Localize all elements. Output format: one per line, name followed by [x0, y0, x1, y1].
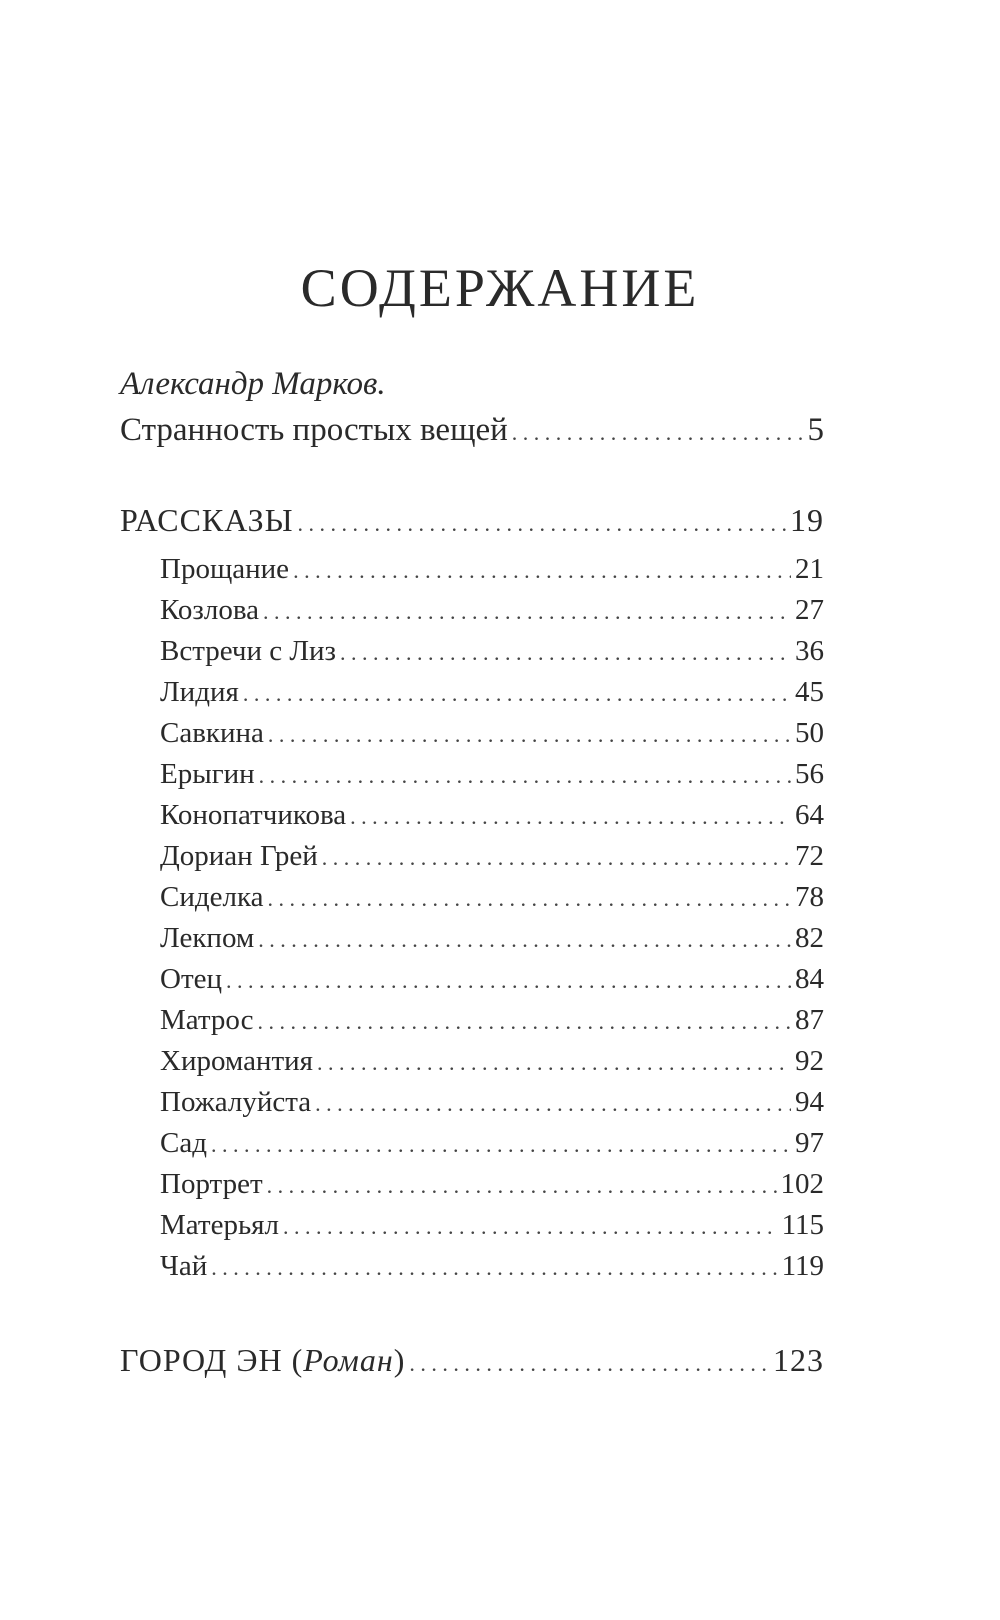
toc-entry-title: Савкина	[160, 717, 264, 749]
toc-entry-page: 84	[795, 963, 824, 995]
toc-section-title: РАССКАЗЫ	[120, 502, 294, 538]
toc-entry-page: 94	[795, 1086, 824, 1118]
dot-leader	[350, 798, 791, 836]
toc-entry-title: Чай	[160, 1250, 208, 1282]
toc-entry-title: Сиделка	[160, 881, 264, 913]
toc-entry-page: 50	[795, 717, 824, 749]
toc-entry-page: 87	[795, 1004, 824, 1036]
toc-entry-story[interactable]	[160, 1001, 824, 1041]
toc-entry-page: 78	[795, 881, 824, 913]
toc-entry-title: Лидия	[160, 676, 239, 708]
dot-leader	[267, 1167, 777, 1205]
toc-section-novel[interactable]	[120, 1340, 824, 1384]
toc-section-title: ГОРОД ЭН	[120, 1342, 283, 1378]
dot-leader	[243, 675, 791, 713]
open-paren: (	[291, 1342, 304, 1378]
toc-entry-title: Козлова	[160, 594, 260, 626]
toc-entry-page: 119	[781, 1250, 824, 1282]
toc-entry-story[interactable]	[160, 550, 824, 590]
dot-leader	[315, 1085, 791, 1123]
toc-entry-story[interactable]	[160, 714, 824, 754]
dot-leader	[268, 716, 791, 754]
intro-author: Александр Марков.	[120, 366, 386, 402]
dot-leader	[263, 593, 791, 631]
toc-entry-title: Матрос	[160, 1004, 254, 1036]
toc-entry-story[interactable]	[160, 673, 824, 713]
toc-entry-title: Хиромантия	[160, 1045, 313, 1077]
toc-entry-title: Отец	[160, 963, 223, 995]
toc-entry-story[interactable]	[160, 837, 824, 877]
dot-leader	[317, 1044, 791, 1082]
dot-leader	[322, 839, 791, 877]
toc-entry-story[interactable]	[160, 1124, 824, 1164]
toc-section-subtitle: Роман	[303, 1342, 394, 1378]
toc-entry-title: Конопатчикова	[160, 799, 347, 831]
toc-entry-page: 92	[795, 1045, 824, 1077]
toc-entry-story[interactable]	[160, 796, 824, 836]
toc-entry-title: Пожалуйста	[160, 1086, 312, 1118]
toc-entry-page: 82	[795, 922, 824, 954]
dot-leader	[293, 552, 791, 590]
toc-entry-story[interactable]	[160, 919, 824, 959]
toc-entry-intro[interactable]	[120, 410, 824, 453]
toc-entry-page: 97	[795, 1127, 824, 1159]
dot-leader	[409, 1344, 769, 1384]
toc-entry-title: Дориан Грей	[160, 840, 318, 872]
toc-entry-page: 36	[795, 635, 824, 667]
toc-entry-page: 21	[795, 553, 824, 585]
dot-leader	[258, 1003, 791, 1041]
toc-section-stories[interactable]	[120, 500, 824, 544]
toc-entry-page: 102	[780, 1168, 824, 1200]
toc-entry-title: Портрет	[160, 1168, 263, 1200]
toc-section-page: 19	[790, 502, 824, 538]
dot-leader	[259, 757, 791, 795]
toc-entry-title: Лекпом	[160, 922, 255, 954]
toc-entry-page: 45	[795, 676, 824, 708]
dot-leader	[258, 921, 791, 959]
toc-entry-story[interactable]	[160, 1165, 824, 1205]
toc-entry-page: 115	[781, 1209, 824, 1241]
toc-entry-title: Прощание	[160, 553, 290, 585]
toc-entry-story[interactable]	[160, 878, 824, 918]
toc-entry-story[interactable]	[160, 1042, 824, 1082]
toc-entry-page: 72	[795, 840, 824, 872]
toc-entry-story[interactable]	[160, 591, 824, 631]
toc-entry-story[interactable]	[160, 755, 824, 795]
toc-entry-page: 64	[795, 799, 824, 831]
dot-leader	[211, 1126, 791, 1164]
toc-entry-page: 56	[795, 758, 824, 790]
toc-entry-title: Ерыгин	[160, 758, 255, 790]
dot-leader	[512, 413, 804, 453]
toc-entry-title: Матерьял	[160, 1209, 279, 1241]
toc-entry-title: Встречи с Лиз	[160, 635, 337, 667]
toc-entry-story[interactable]	[160, 960, 824, 1000]
toc-section-page: 123	[773, 1342, 824, 1378]
close-paren: )	[393, 1342, 406, 1378]
dot-leader	[298, 504, 787, 544]
page-title: СОДЕРЖАНИЕ	[300, 258, 700, 318]
toc-entry-page: 5	[807, 412, 824, 448]
dot-leader	[211, 1249, 777, 1287]
toc-entry-title: Странность простых вещей	[120, 412, 508, 448]
toc-entry-story[interactable]	[160, 1247, 824, 1287]
toc-entry-story[interactable]	[160, 1206, 824, 1246]
toc-entry-story[interactable]	[160, 632, 824, 672]
dot-leader	[340, 634, 791, 672]
toc-entry-story[interactable]	[160, 1083, 824, 1123]
toc-entry-title: Сад	[160, 1127, 207, 1159]
dot-leader	[283, 1208, 778, 1246]
dot-leader	[267, 880, 791, 918]
toc-entry-page: 27	[795, 594, 824, 626]
dot-leader	[226, 962, 791, 1000]
